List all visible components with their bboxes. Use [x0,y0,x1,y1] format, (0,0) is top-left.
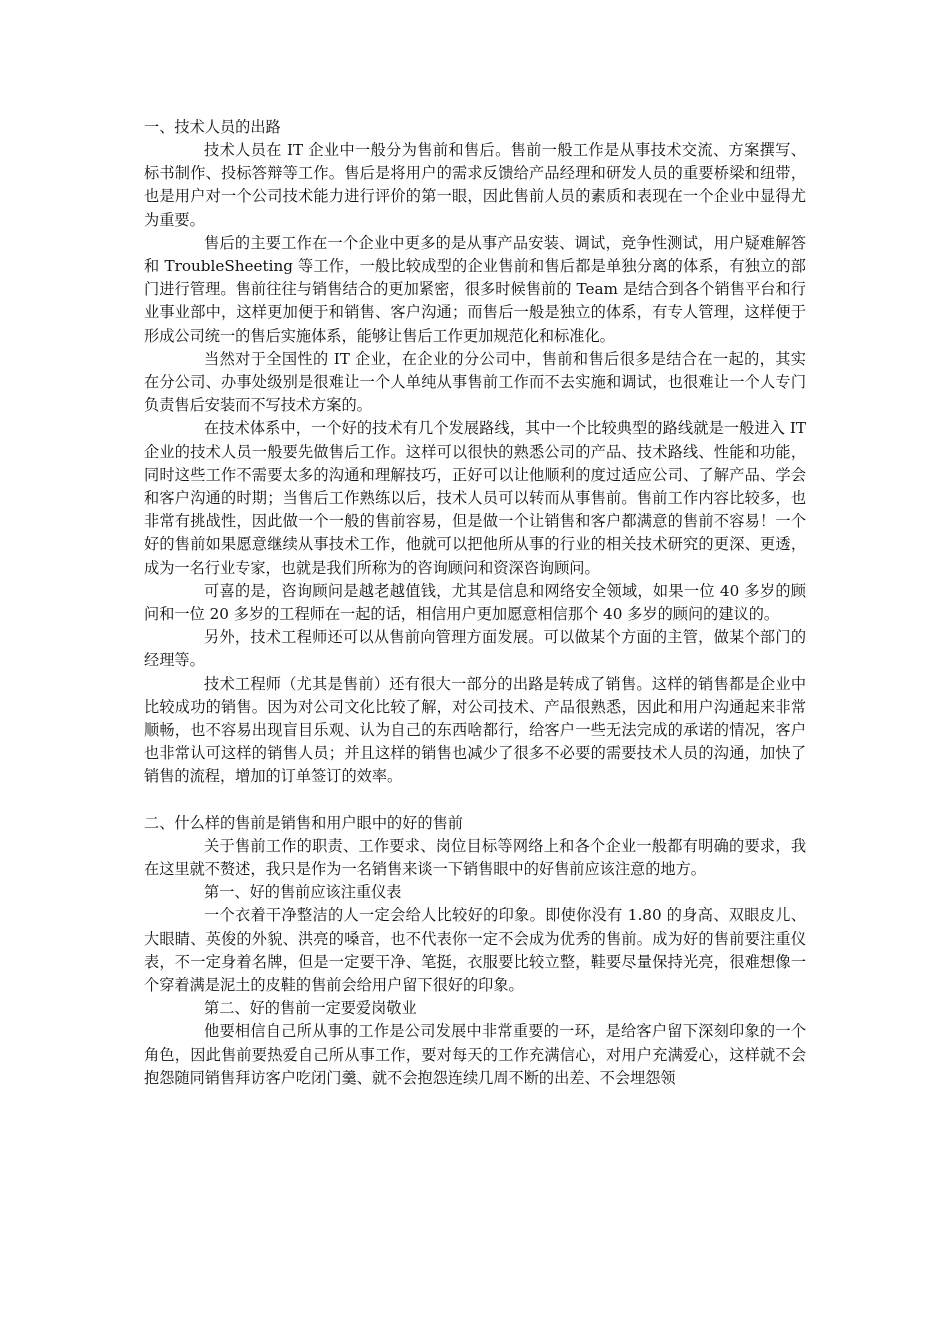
section-1-paragraph-7: 技术工程师（尤其是售前）还有很大一部分的出路是转成了销售。这样的销售都是企业中比较成功的销售。因为对公司文化比较了解，对公司技术、产品很熟悉，因此和用户沟通起来非常顺畅，也不容易出现盲目乐观、认为自己的东西啥都行，给客户一些无法完成的承诺的情况，客户也非常认可这样的销售人员；并且这样的销售也减少了很多不必要的需要技术人员的沟通，加快了销售的流程，增加的订单签订的效率。 [144,674,806,786]
section-1-paragraph-5: 可喜的是，咨询顾问是越老越值钱，尤其是信息和网络安全领域，如果一位 40 多岁的顾问和一位 20 多岁的工程师在一起的话，相信用户更加愿意相信那个 40 多岁的顾问的建议的。 [144,581,806,624]
point-1-paragraph: 一个衣着干净整洁的人一定会给人比较好的印象。即使你没有 1.80 的身高、双眼皮儿、大眼睛、英俊的外貌、洪亮的嗓音，也不代表你一定不会成为优秀的售前。成为好的售前要注重仪表，不一定身着名牌，但是一定要干净、笔挺，衣服要比较立整，鞋要尽量保持光亮，很难想像一个穿着满是泥土的皮鞋的售前会给用户留下很好的印象。 [144,906,806,994]
point-2-paragraph: 他要相信自己所从事的工作是公司发展中非常重要的一环，是给客户留下深刻印象的一个角色，因此售前要热爱自己所从事工作，要对每天的工作充满信心，对用户充满爱心，这样就不会抱怨随同销售拜访客户吃闭门羹、就不会抱怨连续几周不断的出差、不会埋怨领 [144,1022,806,1087]
section-1-paragraph-6: 另外，技术工程师还可以从售前向管理方面发展。可以做某个方面的主管，做某个部门的经理等。 [144,628,806,670]
point-1-heading: 第一、好的售前应该注重仪表 [204,883,402,902]
point-2-heading: 第二、好的售前一定要爱岗敬业 [204,999,417,1018]
section-1-paragraph-4: 在技术体系中，一个好的技术有几个发展路线，其中一个比较典型的路线就是一般进入 IT 企业的技术人员一般要先做售后工作。这样可以很快的熟悉公司的产品、技术路线、性能和功能，同时这些工作不需要太多的沟通和理解技巧，正好可以让他顺利的度过适应公司、了解产品、学会和客户沟通的时期；当售后工作熟练以后，技术人员可以转而从事售前。售前工作内容比较多，也非常有挑战性，因此做一个一般的售前容易，但是做一个让销售和客户都满意的售前不容易！一个好的售前如果愿意继续从事技术工作，他就可以把他所从事的行业的相关技术研究的更深、更透，成为一名行业专家，也就是我们所称为的咨询顾问和资深咨询顾问。 [144,419,806,577]
document-page [144,116,806,1090]
section-2-heading: 二、什么样的售前是销售和用户眼中的好的售前 [144,813,463,832]
section-2-intro: 关于售前工作的职责、工作要求、岗位目标等网络上和各个企业一般都有明确的要求，我在这里就不赘述，我只是作为一名销售来谈一下销售眼中的好售前应该注意的地方。 [144,836,806,878]
section-1-heading: 一、技术人员的出路 [144,118,281,136]
section-1-paragraph-1: 技术人员在 IT 企业中一般分为售前和售后。售前一般工作是从事技术交流、方案撰写、标书制作、投标答辩等工作。售后是将用户的需求反馈给产品经理和研发人员的重要桥梁和纽带，也是用户对一个公司技术能力进行评价的第一眼，因此售前人员的素质和表现在一个企业中显得尤为重要。 [144,141,806,229]
section-1-paragraph-2: 售后的主要工作在一个企业中更多的是从事产品安装、调试，竞争性测试，用户疑难解答和 TroubleSheeting 等工作，一般比较成型的企业售前和售后都是单独分离的体系，有独立的部门进行管理。售前往往与销售结合的更加紧密，很多时候售前的 Team 是结合到各个销售平台和行业事业部中，这样更加便于和销售、客户沟通；而售后一般是独立的体系，有专人管理，这样便于形成公司统一的售后实施体系，能够让售后工作更加规范化和标准化。 [144,233,806,345]
section-1-paragraph-3: 当然对于全国性的 IT 企业，在企业的分公司中，售前和售后很多是结合在一起的，其实在分公司、办事处级别是很难让一个人单纯从事售前工作而不去实施和调试，也很难让一个人专门负责售后安装而不写技术方案的。 [144,349,806,415]
section-spacer [144,789,806,812]
